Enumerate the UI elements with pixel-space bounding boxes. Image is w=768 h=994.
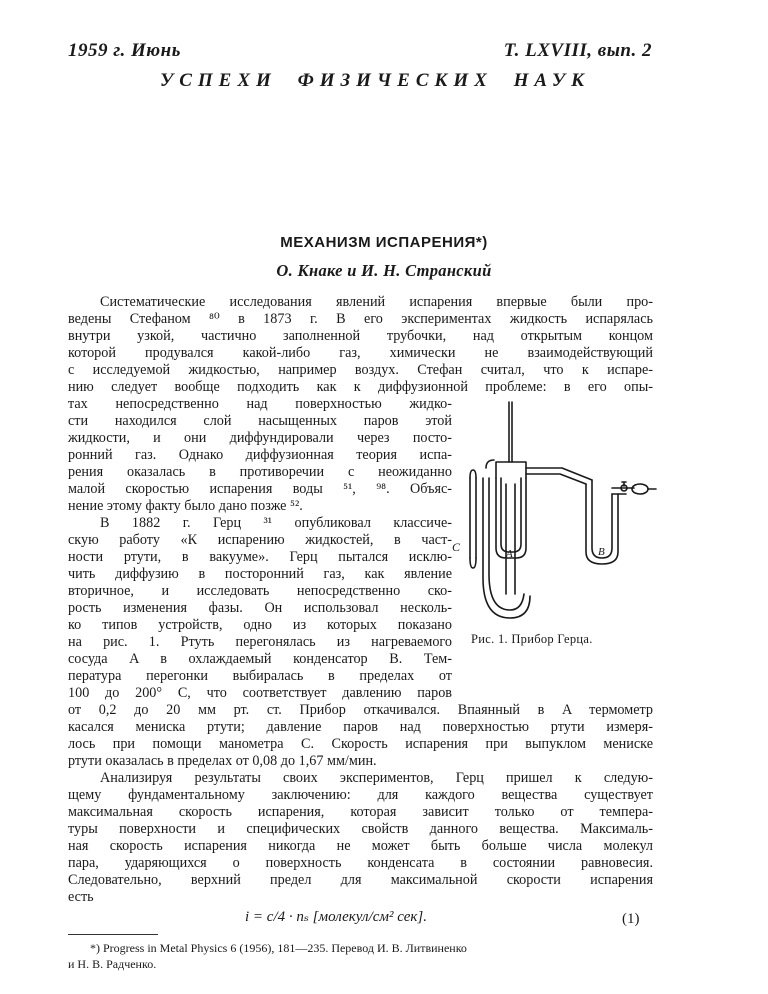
apparatus-drawing	[462, 398, 662, 638]
equation: i = c/4 · nₛ [молекул/см² сек].	[245, 909, 427, 925]
article-authors: О. Кнаке и И. Н. Странский	[276, 261, 492, 280]
body-line: ронний газ. Однако диффузионная теория испа-	[68, 447, 452, 463]
body-line: ведены Стефаном ⁸⁰ в 1873 г. В его экспериментах жидкость испарялась	[68, 311, 653, 327]
body-line: Систематические исследования явлений испарения впервые были про-	[100, 294, 653, 310]
body-line: касался мениска ртути; давление паров над поверхностью ртути измеря-	[68, 719, 653, 735]
figure-caption: Рис. 1. Прибор Герца.	[471, 632, 593, 646]
body-line: на рис. 1. Ртуть перегонялась из нагреваемого	[68, 634, 452, 650]
body-line: ртути оказалась в пределах от 0,08 до 1,67 мм/мин.	[68, 753, 377, 769]
journal-name: УСПЕХИ ФИЗИЧЕСКИХ НАУК	[160, 70, 590, 91]
article-title: МЕХАНИЗМ ИСПАРЕНИЯ*)	[280, 234, 488, 251]
hertz-apparatus-figure	[452, 398, 662, 638]
body-line: жидкости, и они диффундировали через посто-	[68, 430, 452, 446]
body-line: малой скоростью испарения воды ⁵¹, ⁹⁸. Объяс-	[68, 481, 452, 497]
body-line: ко типов устройств, одно из которых показано	[68, 617, 452, 633]
body-line: сосуда A в охлаждаемый конденсатор B. Тем-	[68, 651, 452, 667]
body-line: вторичное, и исследовать непосредственно ско-	[68, 583, 452, 599]
body-line: щему фундаментальному заключению: для каждого вещества существует	[68, 787, 653, 803]
body-line: нение этому факту было дано позже ⁵².	[68, 498, 303, 514]
body-line: рость изменения фазы. Он использовал несколь-	[68, 600, 452, 616]
issue-date: 1959 г. Июнь	[68, 40, 181, 61]
body-line: туры поверхности и специфических свойств данного вещества. Максималь-	[68, 821, 653, 837]
body-line: пература перегонки выбиралась в пределах от	[68, 668, 452, 684]
body-line: 100 до 200° C, что соответствует давлению паров	[68, 685, 452, 701]
figure-label-c: C	[452, 540, 461, 554]
figure-label-b: B	[598, 546, 605, 558]
body-line: Анализируя результаты своих экспериментов, Герц пришел к следую-	[100, 770, 653, 786]
body-line: ная скорость испарения никогда не может быть больше числа молекул	[68, 838, 653, 854]
footnote-line: и Н. В. Радченко.	[68, 957, 157, 971]
body-line: максимальная скорость испарения, которая зависит только от темпера-	[68, 804, 653, 820]
body-line: которой продувался какой-либо газ, химически не взаимодействующий	[68, 345, 653, 361]
body-line: рения оказалась в противоречии с неожиданно	[68, 464, 452, 480]
body-line: нию следует вообще подходить как к диффузионной проблеме: в его опы-	[68, 379, 653, 395]
body-line: ности ртути, в вакууме». Герц пытался исклю-	[68, 549, 452, 565]
body-line: чить диффузию в посторонний газ, как явление	[68, 566, 452, 582]
body-line: с исследуемой жидкостью, например воздух. Стефан считал, что к испаре-	[68, 362, 653, 378]
body-line: сти находился слой насыщенных паров этой	[68, 413, 452, 429]
volume-issue: Т. LXVIII, вып. 2	[503, 40, 652, 61]
footnote-rule	[68, 934, 158, 935]
body-line: пара, ударяющихся о поверхность конденсата в состоянии равновесия.	[68, 855, 653, 871]
body-line: есть	[68, 889, 94, 905]
body-line: В 1882 г. Герц ³¹ опубликовал классиче-	[100, 515, 452, 531]
body-line: от 0,2 до 20 мм рт. ст. Прибор откачивался. Впаянный в A термометр	[68, 702, 653, 718]
body-line: внутри узкой, частично заполненной трубочки, над открытым концом	[68, 328, 653, 344]
body-line: лось при помощи манометра C. Скорость испарения при выпуклом мениске	[68, 736, 653, 752]
figure-label-a: A	[506, 548, 513, 560]
footnote-line: *) Progress in Metal Physics 6 (1956), 181—235. Перевод И. В. Литвиненко	[90, 941, 467, 955]
body-line: Следовательно, верхний предел для максимальной скорости испарения	[68, 872, 653, 888]
equation-number: (1)	[622, 911, 640, 927]
body-line: тах непосредственно над поверхностью жидко-	[68, 396, 452, 412]
body-line: скую работу «К испарению жидкостей, в част-	[68, 532, 452, 548]
